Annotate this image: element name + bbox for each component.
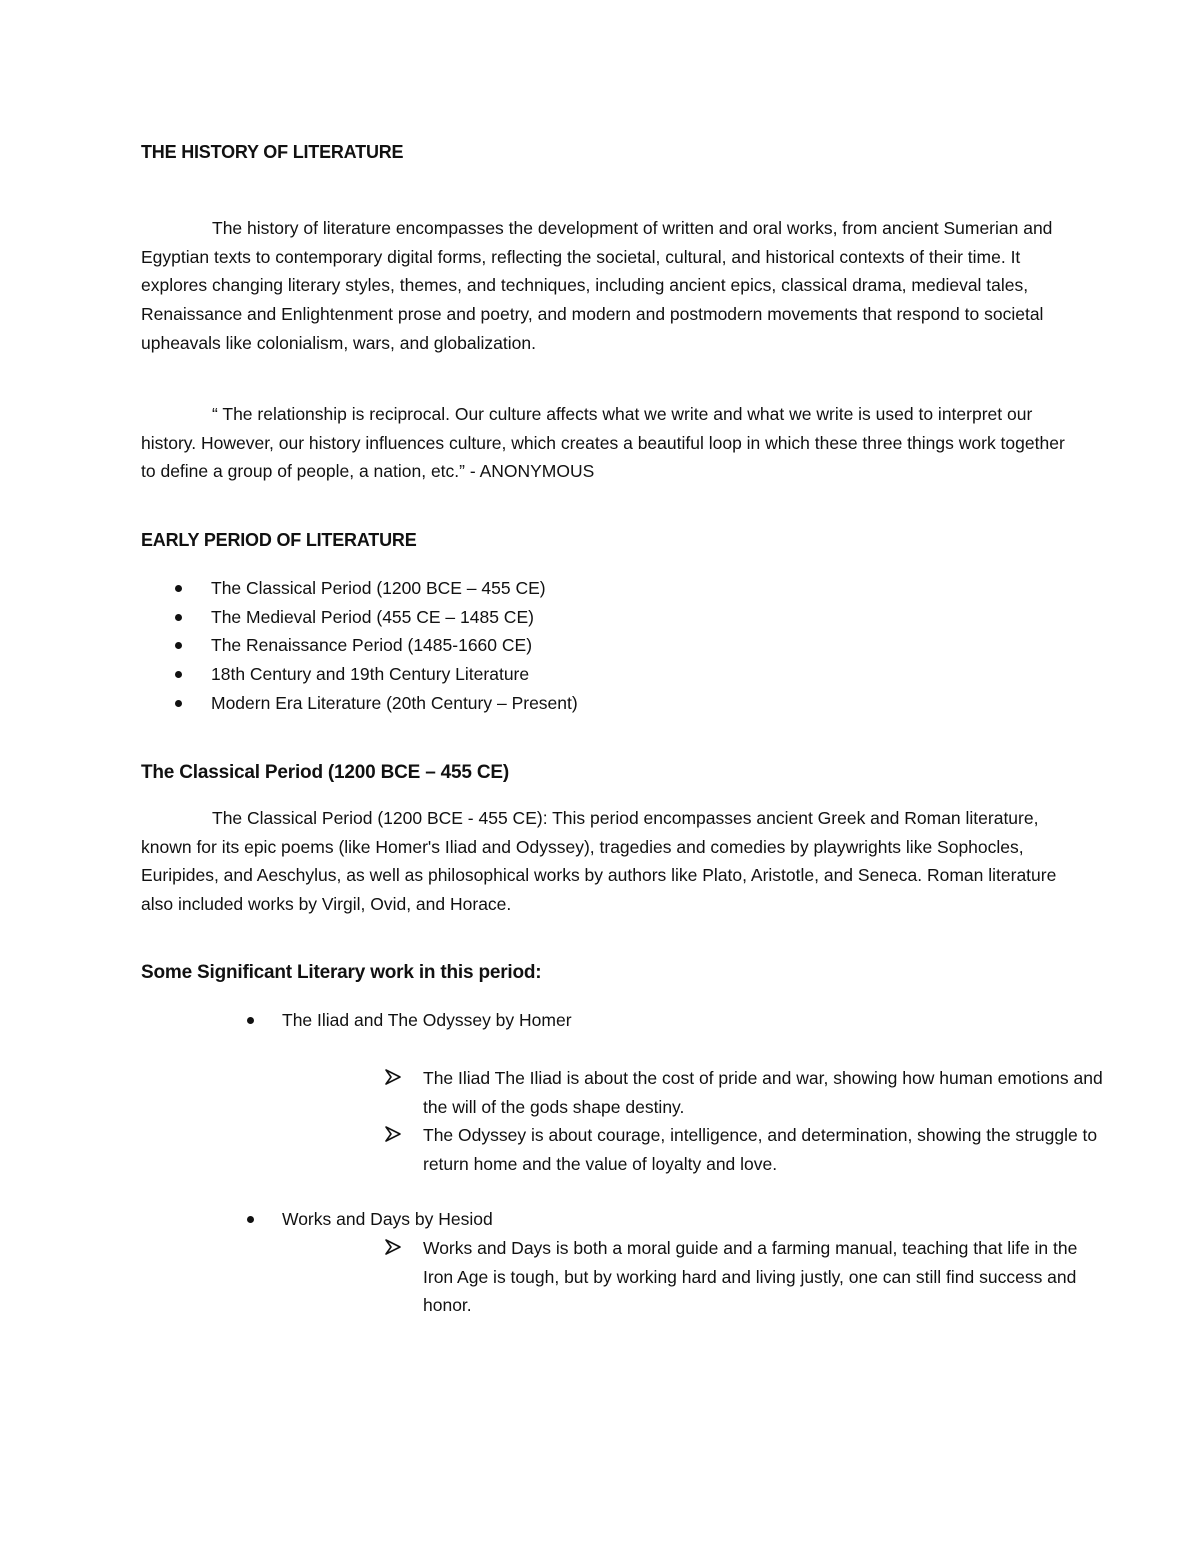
bullet-icon [247, 1017, 254, 1024]
list-item [141, 631, 578, 660]
list-item-label: 18th Century and 19th Century Literature [211, 664, 530, 685]
arrow-bullet-icon [384, 1125, 402, 1143]
arrow-bullet-icon [384, 1238, 402, 1256]
arrow-bullet-icon [384, 1068, 402, 1086]
list-item [141, 574, 578, 603]
sub-item-text: The Iliad The Iliad is about the cost of pride and war, showing how human emotions and the will of the gods shape destiny. [423, 1068, 1103, 1117]
intro-paragraph: The history of literature encompasses the development of written and oral works, from ancient Sumerian and Egyptian texts to contemporary digital forms, reflecting the societal, cultural, and historical contexts of their time. It explores changing literary styles, themes, and techniques, including ancient epics, classical drama, medieval tales, Renaissance and Enlightenment prose and poetry, and modern and postmodern movements that respond to societal upheavals like colonialism, wars, and globalization. [141, 218, 1053, 353]
sub-item-iliad [384, 1064, 1103, 1121]
sub-item-text: The Odyssey is about courage, intelligence, and determination, showing the struggle to return home and the value of loyalty and love. [423, 1125, 1098, 1174]
list-item-label: Modern Era Literature (20th Century – Present) [211, 692, 578, 713]
list-item-label: The Classical Period (1200 BCE – 455 CE) [211, 578, 546, 598]
classical-period-paragraph: The Classical Period (1200 BCE - 455 CE): This period encompasses ancient Greek and Roman literature, known for its epic poems (like Homer's Iliad and Odyssey), tragedies and comedies by playwrights like Sophocles, Euripides, and Aeschylus, as well as philosophical works by authors like Plato, Aristotle, and Seneca. Roman literature also included works by Virgil, Ovid, and Horace. [141, 808, 1057, 915]
sub-item-works-and-days [384, 1234, 1103, 1320]
bullet-icon [175, 585, 182, 592]
sub-item-text: Works and Days is both a moral guide and a farming manual, teaching that life in the Iron Age is tough, but by working hard and living justly, one can still find success and honor. [423, 1238, 1078, 1316]
document-title: THE HISTORY OF LITERATURE [141, 142, 404, 162]
list-item-label: The Medieval Period (455 CE – 1485 CE) [211, 606, 534, 627]
significant-works-heading: Some Significant Literary work in this period: [141, 962, 542, 983]
sub-item-odyssey [384, 1121, 1103, 1178]
work-title: Works and Days by Hesiod [282, 1209, 493, 1229]
classical-period-heading: The Classical Period (1200 BCE – 455 CE) [141, 762, 509, 783]
period-list [141, 574, 578, 718]
work-item-homer [211, 1006, 572, 1035]
quote-paragraph: “ The relationship is reciprocal. Our culture affects what we write and what we write is used to interpret our history. However, our history influences culture, which creates a beautiful loop in which these three things work together to define a group of people, a nation, etc.” - ANONYMOUS [141, 404, 1065, 482]
list-item-label: The Renaissance Period (1485-1660 CE) [211, 635, 533, 656]
work-title: The Iliad and The Odyssey by Homer [282, 1010, 572, 1030]
bullet-icon [175, 614, 182, 621]
list-item [141, 660, 578, 689]
bullet-icon [175, 671, 182, 678]
list-item [141, 689, 578, 718]
bullet-icon [175, 700, 182, 707]
bullet-icon [175, 642, 182, 649]
bullet-icon [247, 1216, 254, 1223]
list-item [141, 603, 578, 632]
work-item-hesiod [211, 1205, 493, 1234]
early-period-heading: EARLY PERIOD OF LITERATURE [141, 530, 417, 550]
